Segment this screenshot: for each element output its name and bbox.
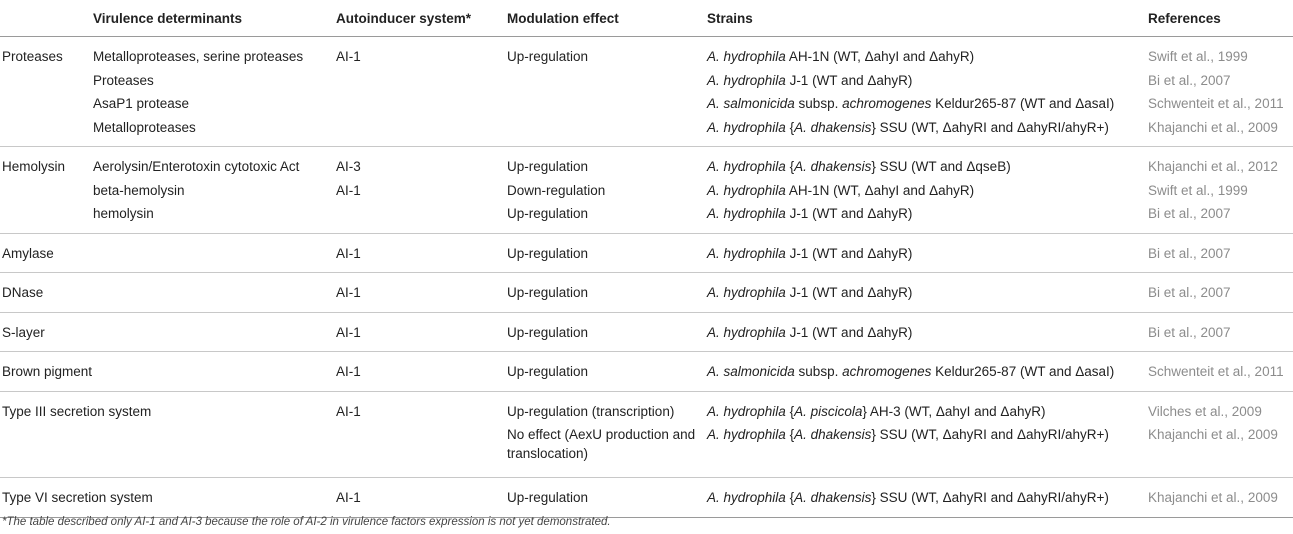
strain-line xyxy=(707,486,1148,510)
strain-text: Keldur265-87 (WT and ΔasaI) xyxy=(931,364,1115,379)
determinant-cell xyxy=(93,273,336,313)
table-row xyxy=(0,273,1293,313)
autoinducer-line xyxy=(336,92,507,116)
category-cell: DNase xyxy=(0,273,93,313)
reference-cell xyxy=(1148,391,1293,478)
reference-line: Bi et al., 2007 xyxy=(1148,324,1231,340)
reference-cell xyxy=(1148,352,1293,392)
reference-cell xyxy=(1148,147,1293,234)
determinant-line: AsaP1 protease xyxy=(93,96,190,111)
strain-text: } SSU (WT and ΔqseB) xyxy=(871,159,1011,174)
determinant-line xyxy=(93,242,336,266)
modulation-effect-cell xyxy=(507,478,707,518)
determinant-line xyxy=(93,423,336,470)
determinant-line: Proteases xyxy=(93,72,154,88)
modulation-effect-line: Up-regulation xyxy=(507,49,589,64)
table-row xyxy=(0,233,1293,273)
strain-text: { xyxy=(785,159,795,174)
strain-text: J-1 (WT and ΔahyR) xyxy=(785,285,913,300)
modulation-effect-line: Up-regulation xyxy=(507,159,589,174)
species-name: A. hydrophila xyxy=(707,206,786,221)
autoinducer-line: AI-3 xyxy=(336,159,361,174)
species-name: A. dhakensis xyxy=(794,490,872,505)
strain-text: } SSU (WT, ΔahyRI and ΔahyRI/ahyR+) xyxy=(871,427,1109,442)
header-autoinducer-system: Autoinducer system* xyxy=(336,0,507,37)
strain-text: Keldur265-87 (WT and ΔasaI) xyxy=(931,96,1115,111)
reference-line: Swift et al., 1999 xyxy=(1148,49,1248,64)
strain-text: J-1 (WT and ΔahyR) xyxy=(785,245,913,261)
strain-line xyxy=(707,45,1148,69)
reference-line: Vilches et al., 2009 xyxy=(1148,403,1262,419)
determinant-cell xyxy=(93,147,336,234)
species-name: A. salmonicida xyxy=(707,364,795,379)
reference-line: Khajanchi et al., 2009 xyxy=(1148,427,1278,442)
strain-line xyxy=(707,281,1148,305)
autoinducer-cell xyxy=(336,147,507,234)
autoinducer-line: AI-1 xyxy=(336,403,361,419)
modulation-effect-cell xyxy=(507,37,707,147)
strain-cell xyxy=(707,147,1148,234)
category-cell: Brown pigment xyxy=(0,352,93,392)
autoinducer-line xyxy=(336,202,507,226)
species-name: A. hydrophila xyxy=(707,324,786,340)
table-row xyxy=(0,37,1293,147)
header-references: References xyxy=(1148,0,1293,37)
species-name: A. hydrophila xyxy=(707,49,786,64)
determinant-line: hemolysin xyxy=(93,206,154,221)
determinant-line xyxy=(93,360,336,384)
table-row xyxy=(0,147,1293,234)
strain-line xyxy=(707,423,1148,470)
category-cell: Type VI secretion system xyxy=(0,478,93,518)
strain-line xyxy=(707,155,1148,179)
determinant-line xyxy=(93,321,336,345)
species-name: A. hydrophila xyxy=(707,72,786,88)
autoinducer-cell xyxy=(336,391,507,478)
reference-line: Bi et al., 2007 xyxy=(1148,72,1231,88)
strain-cell xyxy=(707,273,1148,313)
species-name: A. dhakensis xyxy=(794,159,872,174)
species-name: A. dhakensis xyxy=(794,119,872,135)
strain-line xyxy=(707,360,1148,384)
table-row xyxy=(0,312,1293,352)
table-row xyxy=(0,391,1293,478)
autoinducer-line: AI-1 xyxy=(336,182,361,198)
strain-line xyxy=(707,242,1148,266)
autoinducer-cell xyxy=(336,312,507,352)
strain-cell xyxy=(707,352,1148,392)
reference-cell xyxy=(1148,233,1293,273)
modulation-effect-line: Up-regulation xyxy=(507,285,589,300)
determinant-line xyxy=(93,281,336,305)
reference-line: Bi et al., 2007 xyxy=(1148,245,1231,261)
modulation-effect-line: Up-regulation (transcription) xyxy=(507,403,675,419)
table-row xyxy=(0,352,1293,392)
strain-text: { xyxy=(785,119,795,135)
species-name: A. piscicola xyxy=(794,403,863,419)
reference-line: Schwenteit et al., 2011 xyxy=(1148,96,1284,111)
determinant-cell xyxy=(93,37,336,147)
strain-text: { xyxy=(785,490,795,505)
modulation-effect-cell xyxy=(507,233,707,273)
modulation-effect-line: Up-regulation xyxy=(507,364,589,379)
modulation-effect-cell xyxy=(507,147,707,234)
autoinducer-line xyxy=(336,423,507,470)
autoinducer-line xyxy=(336,69,507,93)
strain-line xyxy=(707,116,1148,140)
strain-line xyxy=(707,92,1148,116)
autoinducer-cell xyxy=(336,352,507,392)
modulation-effect-line: No effect (AexU production and translocation) xyxy=(507,427,696,461)
reference-line: Swift et al., 1999 xyxy=(1148,182,1248,198)
species-name: A. hydrophila xyxy=(707,245,786,261)
reference-line: Khajanchi et al., 2009 xyxy=(1148,119,1278,135)
modulation-effect-cell xyxy=(507,391,707,478)
strain-line xyxy=(707,400,1148,424)
reference-line: Schwenteit et al., 2011 xyxy=(1148,364,1284,379)
autoinducer-line: AI-1 xyxy=(336,49,361,64)
strain-text: AH-1N (WT, ΔahyI and ΔahyR) xyxy=(785,182,975,198)
strain-cell xyxy=(707,312,1148,352)
reference-cell xyxy=(1148,478,1293,518)
species-name: A. hydrophila xyxy=(707,427,786,442)
autoinducer-line: AI-1 xyxy=(336,324,361,340)
autoinducer-line: AI-1 xyxy=(336,285,361,300)
species-name: A. hydrophila xyxy=(707,159,786,174)
category-cell: Proteases xyxy=(0,37,93,147)
strain-line xyxy=(707,202,1148,226)
modulation-effect-line xyxy=(507,116,707,140)
modulation-effect-cell xyxy=(507,352,707,392)
autoinducer-line xyxy=(336,116,507,140)
reference-line: Khajanchi et al., 2009 xyxy=(1148,490,1278,505)
header-strains: Strains xyxy=(707,0,1148,37)
table-row xyxy=(0,478,1293,518)
modulation-effect-cell xyxy=(507,312,707,352)
autoinducer-cell xyxy=(336,273,507,313)
species-name: A. hydrophila xyxy=(707,403,786,419)
category-cell: Hemolysin xyxy=(0,147,93,234)
autoinducer-line: AI-1 xyxy=(336,364,361,379)
reference-line: Bi et al., 2007 xyxy=(1148,285,1231,300)
determinant-cell xyxy=(93,233,336,273)
header-blank xyxy=(0,0,93,37)
strain-text: } AH-3 (WT, ΔahyI and ΔahyR) xyxy=(862,403,1046,419)
strain-text: } SSU (WT, ΔahyRI and ΔahyRI/ahyR+) xyxy=(871,490,1109,505)
strain-text: J-1 (WT and ΔahyR) xyxy=(785,324,913,340)
strain-cell xyxy=(707,233,1148,273)
determinant-cell xyxy=(93,312,336,352)
determinant-cell xyxy=(93,352,336,392)
strain-line xyxy=(707,69,1148,93)
modulation-effect-line xyxy=(507,92,707,116)
autoinducer-cell xyxy=(336,37,507,147)
reference-cell xyxy=(1148,312,1293,352)
strain-text: { xyxy=(785,403,795,419)
autoinducer-cell xyxy=(336,478,507,518)
determinant-line: beta-hemolysin xyxy=(93,182,185,198)
autoinducer-line: AI-1 xyxy=(336,245,361,261)
modulation-effect-line: Up-regulation xyxy=(507,490,589,505)
autoinducer-cell xyxy=(336,233,507,273)
modulation-effect-line: Up-regulation xyxy=(507,324,589,340)
determinant-line: Metalloproteases, serine proteases xyxy=(93,49,304,64)
reference-line: Khajanchi et al., 2012 xyxy=(1148,159,1278,174)
header-virulence-determinants: Virulence determinants xyxy=(93,0,336,37)
strain-text: J-1 (WT and ΔahyR) xyxy=(785,72,913,88)
category-cell: Type III secretion system xyxy=(0,391,93,478)
species-name: A. salmonicida xyxy=(707,96,795,111)
species-name: A. dhakensis xyxy=(794,427,872,442)
strain-cell xyxy=(707,391,1148,478)
species-name: A. hydrophila xyxy=(707,182,786,198)
header-modulation-effect: Modulation effect xyxy=(507,0,707,37)
species-name: A. hydrophila xyxy=(707,490,786,505)
strain-text: { xyxy=(785,427,795,442)
modulation-effect-cell xyxy=(507,273,707,313)
reference-cell xyxy=(1148,273,1293,313)
strain-text: AH-1N (WT, ΔahyI and ΔahyR) xyxy=(785,49,975,64)
species-name: A. hydrophila xyxy=(707,119,786,135)
species-name: achromogenes xyxy=(842,364,932,379)
strain-cell xyxy=(707,37,1148,147)
strain-cell xyxy=(707,478,1148,518)
autoinducer-line: AI-1 xyxy=(336,490,361,505)
strain-line xyxy=(707,179,1148,203)
strain-text: subsp. xyxy=(794,96,843,111)
strain-text: subsp. xyxy=(794,364,843,379)
strain-text: J-1 (WT and ΔahyR) xyxy=(785,206,913,221)
determinant-line: Metalloproteases xyxy=(93,119,196,135)
category-cell: Amylase xyxy=(0,233,93,273)
strain-line xyxy=(707,321,1148,345)
species-name: A. hydrophila xyxy=(707,285,786,300)
table-header-row xyxy=(0,0,1293,37)
category-cell: S-layer xyxy=(0,312,93,352)
species-name: achromogenes xyxy=(842,96,932,111)
modulation-effect-line xyxy=(507,69,707,93)
table-footnote: *The table described only AI-1 and AI-3 because the role of AI-2 in virulence factors expression is not yet demonstrated. xyxy=(2,516,611,528)
strain-text: } SSU (WT, ΔahyRI and ΔahyRI/ahyR+) xyxy=(871,119,1109,135)
modulation-effect-line: Up-regulation xyxy=(507,245,589,261)
reference-line: Bi et al., 2007 xyxy=(1148,206,1231,221)
modulation-effect-line: Up-regulation xyxy=(507,206,589,221)
modulation-effect-line: Down-regulation xyxy=(507,182,606,198)
reference-cell xyxy=(1148,37,1293,147)
determinant-line: Aerolysin/Enterotoxin cytotoxic Act xyxy=(93,159,300,174)
